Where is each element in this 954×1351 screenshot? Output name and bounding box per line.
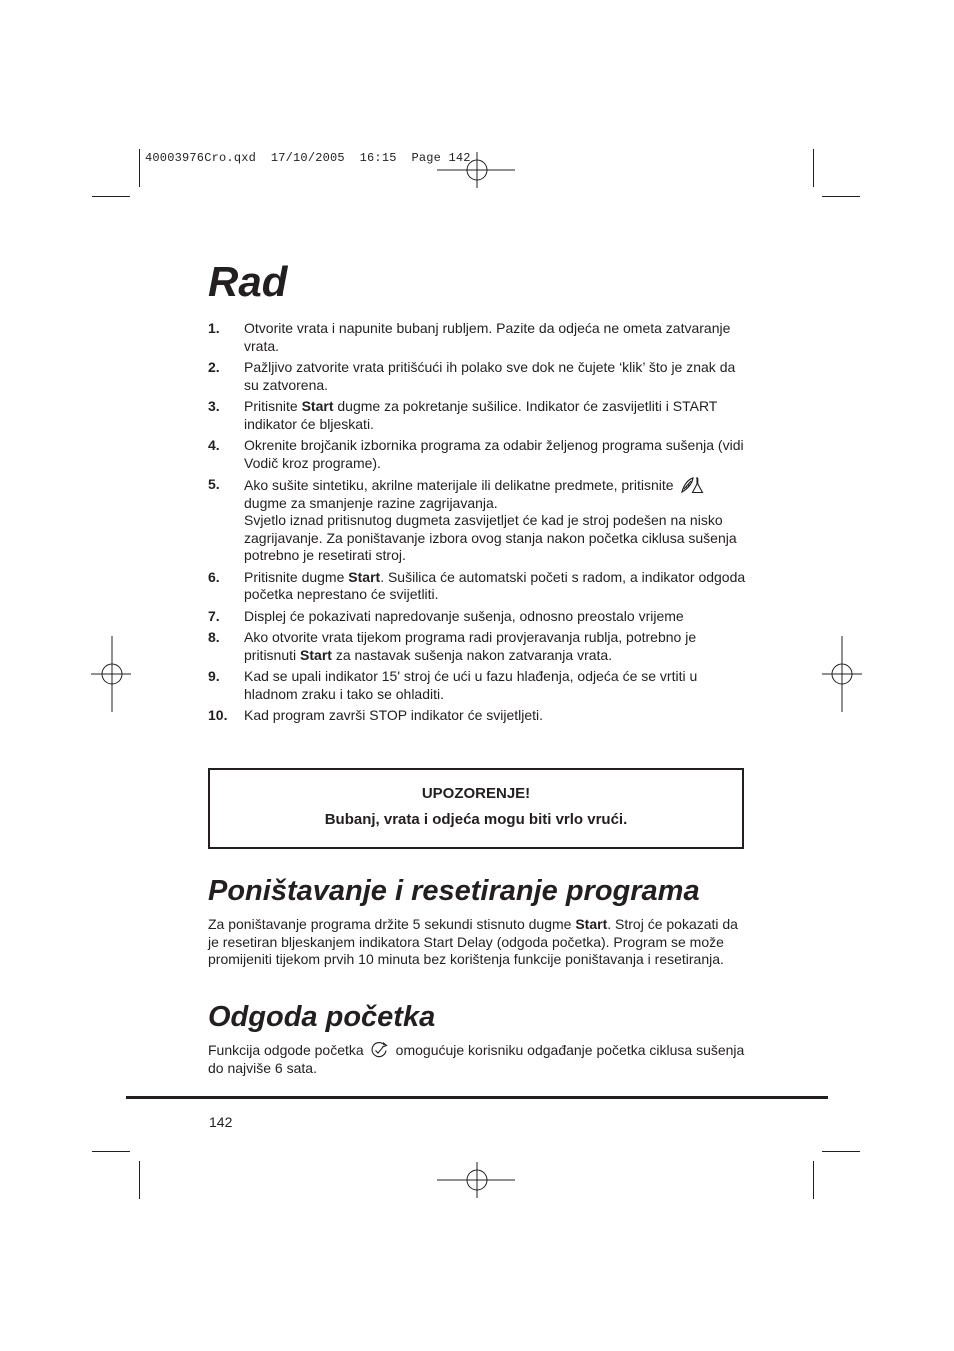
step-text-pre: Pritisnite [244, 398, 302, 414]
warning-box [208, 768, 744, 849]
section-heading-reset: Poništavanje i resetiranje programa [208, 875, 700, 907]
registration-mark-right [822, 636, 862, 712]
step-text-post: dugme za pokretanje sušilice. Indikator će zasvijetliti i START indikator će bljeskati. [244, 398, 718, 432]
step-text-line1: Ako sušite sintetiku, akrilne materijale ili delikatne predmete, pritisnite [244, 477, 674, 493]
page-title: Rad [208, 258, 288, 305]
list-item [208, 398, 748, 433]
step-text-pre: Ako otvorite vrata tijekom programa radi provjeravanja rublja, potrebno je pritisnuti [244, 629, 697, 663]
section-body-delay [208, 1041, 748, 1077]
step-number: 6. [208, 568, 220, 585]
step-text-pre: Pritisnite dugme [244, 568, 349, 585]
list-item [208, 629, 748, 664]
steps-list [208, 320, 748, 729]
reset-text-post: . Stroj će pokazati da je resetiran bljeskanjem indikatora Start Delay (odgoda početka). Program se može promijeniti tijekom prvih 10 minuta bez korištenja funkcije poništavanja i resetiranja. [208, 916, 738, 967]
step-text: Okrenite brojčanik izbornika programa za odabir željenog programa sušenja (vidi Vodič kroz programe). [244, 437, 744, 471]
step-number: 8. [208, 629, 220, 645]
warning-text: Bubanj, vrata i odjeća mogu biti vrlo vrući. [324, 811, 628, 828]
list-item [208, 569, 748, 604]
section-body-reset [208, 916, 748, 969]
footer-rule [126, 1096, 828, 1099]
low-heat-icon [680, 476, 704, 494]
crop-mark [813, 1161, 814, 1199]
step-text: Kad program završi STOP indikator će svijetljeti. [244, 707, 544, 723]
crop-mark [813, 149, 814, 187]
reset-text-bold: Start [575, 916, 608, 932]
step-text-rest: dugme za smanjenje razine zagrijavanja. [244, 494, 498, 511]
step-text: Pažljivo zatvorite vrata pritišćući ih polako sve dok ne čujete ‘klik’ što je znak da su zatvorena. [244, 359, 736, 393]
step-number: 10. [208, 707, 228, 723]
step-number: 3. [208, 398, 220, 414]
step-text: Otvorite vrata i napunite bubanj rubljem. Pazite da odjeća ne ometa zatvaranje vrata. [244, 320, 731, 354]
list-item [208, 476, 748, 565]
list-item [208, 320, 748, 355]
step-number: 5. [208, 476, 220, 492]
delay-text-pre: Funkcija odgode početka [208, 1042, 364, 1058]
list-item [208, 608, 748, 626]
delay-start-icon [370, 1041, 390, 1059]
list-item [208, 437, 748, 472]
crop-mark [822, 196, 860, 197]
step-text-bold: Start [300, 646, 332, 663]
step-text-line3: Svjetlo iznad pritisnutog dugmeta zasvijetljet će kad je stroj podešen na nisko zagrijavanje. Za poništavanje izbora ovog stanja nakon početka ciklusa sušenja potrebno je resetirati stroj. [244, 512, 737, 563]
registration-mark-left [91, 636, 131, 712]
list-item [208, 359, 748, 394]
reset-text-pre: Za poništavanje programa držite 5 sekundi stisnuto dugme [208, 916, 576, 932]
step-number: 4. [208, 437, 220, 453]
list-item [208, 707, 748, 725]
crop-mark [92, 196, 130, 197]
step-number: 2. [208, 359, 220, 375]
file-slug: 40003976Cro.qxd 17/10/2005 16:15 Page 142 [145, 151, 471, 165]
step-text: Kad se upali indikator 15' stroj će ući u fazu hlađenja, odjeća će se vrtiti u hladnom zraku i tako se ohladiti. [244, 668, 698, 702]
section-heading-delay: Odgoda početka [208, 1001, 436, 1033]
step-text-bold: Start [348, 568, 381, 585]
step-text-post: za nastavak sušenja nakon zatvaranja vrata. [331, 646, 613, 663]
list-item [208, 668, 748, 703]
step-text-post: . Sušilica će automatski početi s radom, a indikator odgoda početka neprestano će svijetliti. [244, 568, 746, 602]
step-number: 1. [208, 320, 220, 336]
page-number: 142 [209, 1114, 233, 1130]
crop-mark [92, 1151, 130, 1152]
registration-mark-bottom [437, 1160, 517, 1200]
step-text-bold: Start [301, 398, 334, 414]
warning-heading: UPOZORENJE! [421, 785, 531, 802]
delay-text-post: omogućuje korisniku odgađanje početka ciklusa sušenja do najviše 6 sata. [208, 1042, 745, 1076]
crop-mark [139, 1161, 140, 1199]
crop-mark [822, 1151, 860, 1152]
step-number: 7. [208, 607, 220, 624]
step-text: Displej će pokazivati napredovanje sušenja, odnosno preostalo vrijeme [244, 607, 684, 624]
crop-mark [139, 149, 140, 187]
step-number: 9. [208, 668, 220, 684]
